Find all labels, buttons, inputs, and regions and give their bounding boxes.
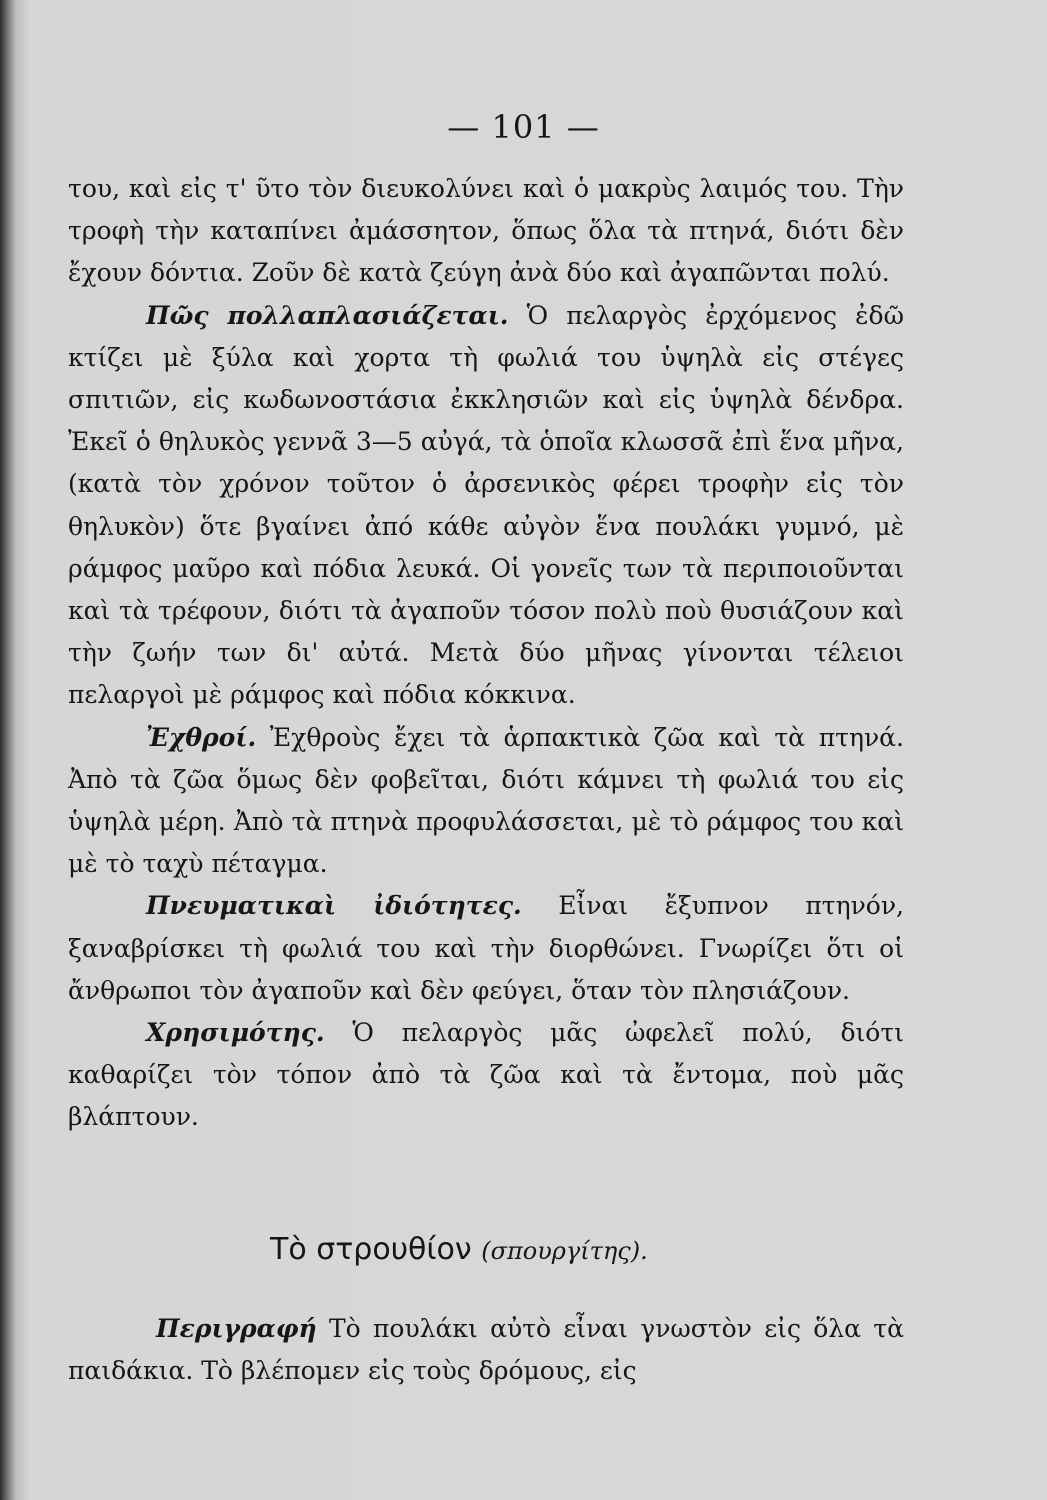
- paragraph-text: του, καὶ εἰς τ' ῦτο τὸν διευκολύνει καὶ ὁ μακρὺς λαιμός του. Τὴν τροφὴ τὴν καταπίνει ἀμάσσητον, ὅπως ὅλα τὰ πτηνά, διότι δὲν ἔχουν δόντια. Ζοῦν δὲ κατὰ ζεύγη ἀνὰ δύο καὶ ἀγαπῶνται πολύ.: [68, 174, 904, 288]
- paragraph-heading: Χρησιμότης.: [146, 1018, 325, 1048]
- paragraph-text: Ὁ πελαργὸς ἐρχόμενος ἐδῶ κτίζει μὲ ξύλα καὶ χορτα τὴ φωλιά του ὑψηλὰ εἰς στέγες σπιτιῶν, εἰς κωδωνοστάσια ἐκκλησιῶν καὶ εἰς ὑψηλὰ δένδρα. Ἐκεῖ ὁ θηλυκὸς γεννᾶ 3—5 αὐγά, τὰ ὁποῖα κλωσσᾶ ἐπὶ ἕνα μῆνα, (κατὰ τὸν χρόνον τοῦτον ὁ ἀρσενικὸς φέρει τροφὴν εἰς τὸν θηλυκὸν) ὅτε βγαίνει ἀπό κάθε αὐγὸν ἕνα πουλάκι γυμνό, μὲ ράμφος μαῦρο καὶ πόδια λευκά. Οἱ γονεῖς των τὰ περιποιοῦνται καὶ τὰ τρέφουν, διότι τὰ ἀγαποῦν τόσον πολὺ ποὺ θυσιάζουν καὶ τὴν ζωήν των δι' αὐτά. Μετὰ δύο μῆνας γίνονται τέλειοι πελαργοὶ μὲ ράμφος καὶ πόδια κόκκινα.: [68, 300, 904, 710]
- paragraph-enemies: [68, 717, 904, 886]
- section-title: [270, 1232, 648, 1267]
- paragraph-heading: Πῶς πολλαπλασιάζεται.: [146, 300, 509, 330]
- main-text: [68, 168, 904, 1139]
- paragraph-intro: [68, 168, 904, 295]
- paragraph-text: Ὁ πελαργὸς μᾶς ὠφελεῖ πολύ, διότι καθαρίζει τὸν τόπον ἀπὸ τὰ ζῶα καὶ τὰ ἔντομα, ποὺ μᾶς βλάπτουν.: [68, 1018, 904, 1132]
- page-number: — 101 —: [447, 108, 600, 146]
- paragraph-reproduction: [68, 295, 904, 717]
- section-title-main: Τὸ στρουθίον: [270, 1232, 472, 1267]
- section-text: [68, 1308, 904, 1392]
- paragraph-heading: Περιγραφή: [156, 1314, 317, 1343]
- paragraph-mental-traits: [68, 885, 904, 1012]
- paragraph-usefulness: [68, 1012, 904, 1139]
- paragraph-text: Τὸ πουλάκι αὐτὸ εἶναι γνωστὸν εἰς ὅλα τὰ παιδάκια. Τὸ βλέπομεν εἰς τοὺς δρόμους, εἰς: [68, 1314, 904, 1386]
- section-title-subtitle: (σπουργίτης).: [481, 1237, 648, 1265]
- paragraph-heading: Ἐχθροί.: [146, 722, 257, 752]
- paragraph-text: Ἐχθροὺς ἔχει τὰ ἁρπακτικὰ ζῶα καὶ τὰ πτηνά. Ἀπὸ τὰ ζῶα ὅμως δὲν φοβεῖται, διότι κάμνει τὴ φωλιά του εἰς ὑψηλὰ μέρη. Ἀπὸ τὰ πτηνὰ προφυλάσσεται, μὲ τὸ ράμφος του καὶ μὲ τὸ ταχὺ πέταγμα.: [68, 722, 904, 879]
- paragraph-description: [68, 1308, 904, 1392]
- paragraph-heading: Πνευματικαὶ ἰδιότητες.: [146, 891, 522, 921]
- paragraph-text: Εἶναι ἔξυπνον πτηνόν, ξαναβρίσκει τὴ φωλιά του καὶ τὴν διορθώνει. Γνωρίζει ὅτι οἱ ἄνθρωποι τὸν ἀγαποῦν καὶ δὲν φεύγει, ὅταν τὸν πλησιάζουν.: [68, 891, 904, 1005]
